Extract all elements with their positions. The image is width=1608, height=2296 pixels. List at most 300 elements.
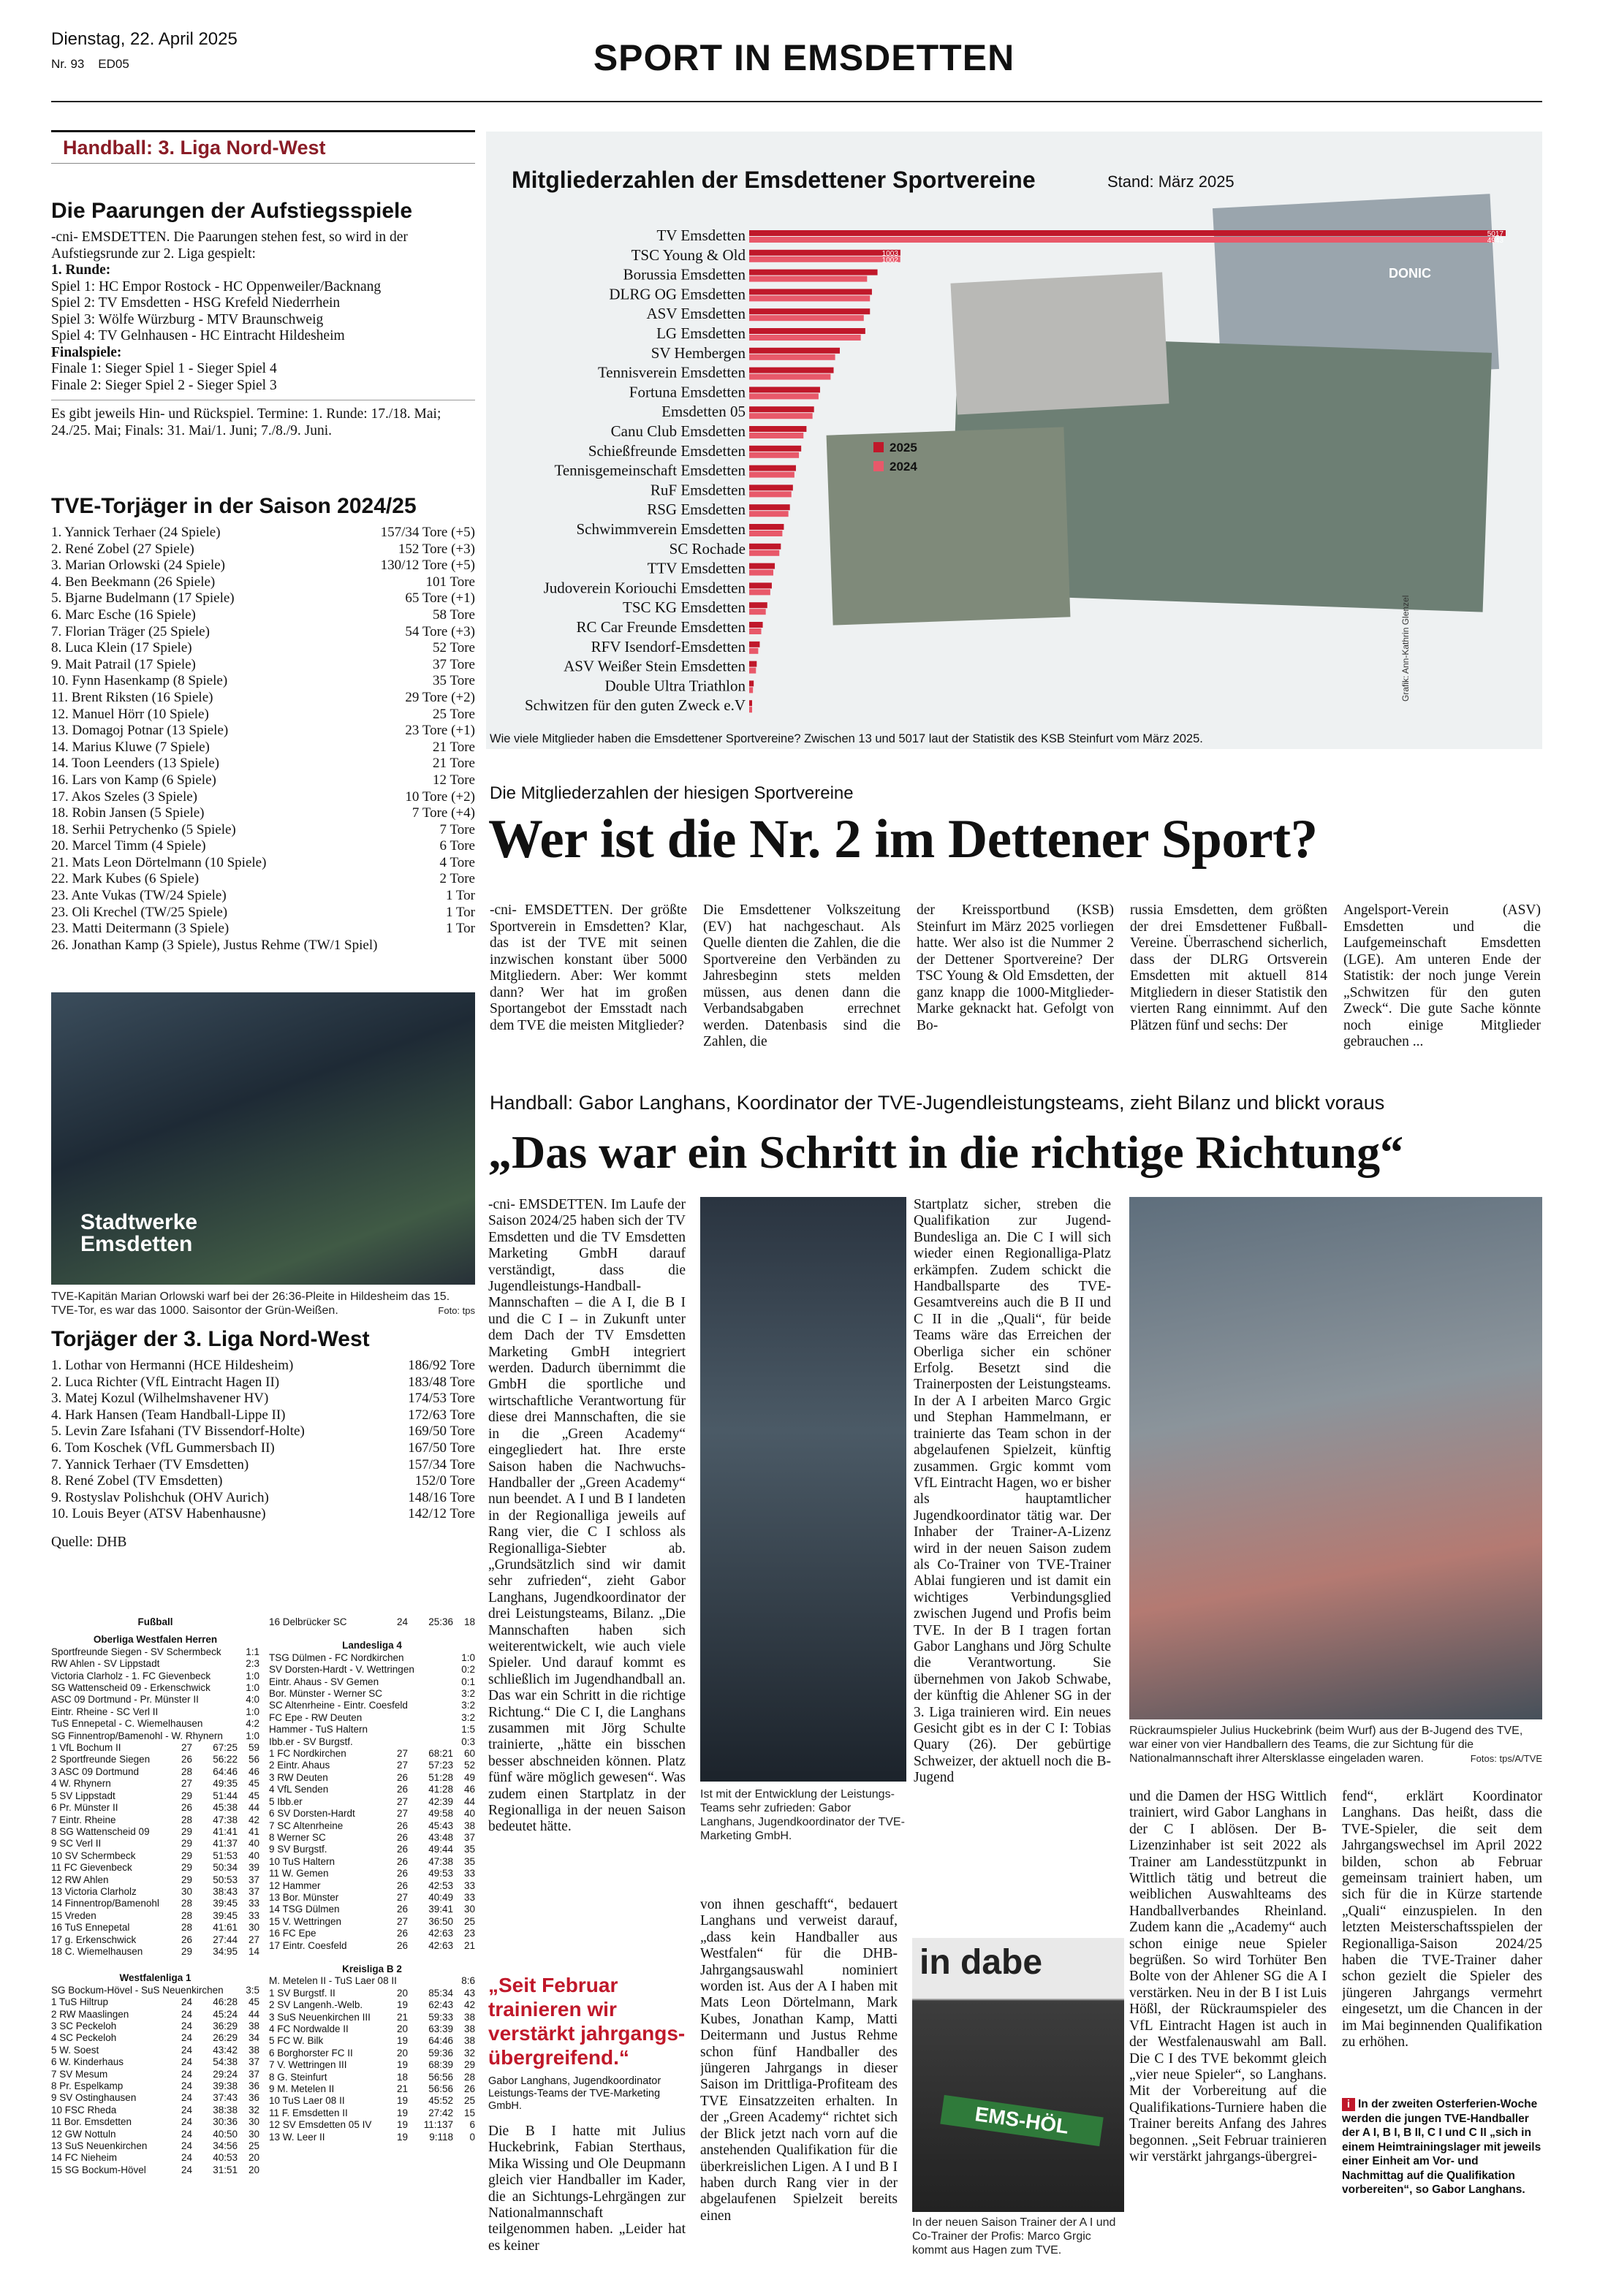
table-row	[51, 805, 475, 822]
chart-bar	[749, 276, 867, 282]
standings-games: 19	[396, 2107, 408, 2118]
standings-team: 8 Pr. Espelkamp	[51, 2080, 124, 2092]
chart-category-label: Schwimmverein Emsdetten	[576, 520, 746, 538]
standings-row	[51, 1910, 259, 1922]
scorer-goals: 12 Tore	[433, 772, 475, 788]
standings-games: 18	[396, 2071, 408, 2083]
chart-bar	[749, 668, 756, 674]
scorer-goals: 152 Tore (+3)	[398, 541, 475, 557]
table-row	[51, 1358, 475, 1375]
chart-caption: Wie viele Mitglieder haben die Emsdettener Sportvereine? Zwischen 13 und 5017 laut der Statistik des KSB Steinfurt vom März 2025.	[490, 732, 1203, 745]
photo-grgic	[912, 1938, 1124, 2212]
chart-legend-swatch	[873, 461, 884, 471]
standings-goals: 31:51	[213, 2164, 238, 2175]
standings-points: 45	[248, 1790, 259, 1801]
table-row	[51, 905, 475, 921]
table-row	[51, 558, 475, 574]
scorer-goals: 65 Tore (+1)	[405, 590, 475, 607]
standings-goals: 39:45	[213, 1898, 238, 1909]
article2-col-2-tail: von ihnen geschafft“, bedauert Langhans und verweist darauf, „dass kein Handballer aus Westfalen“ für die DHB-Jahrgangsauswahl nominiert worden ist. Aus der A I haben mit Mats Leon Dörtelmann, Mark Kubes, Jonathan Kamp, Matti Deitermann und Justus Rehme schon fünf Handballer des jüngeren Jahrgangs in dieser Saison im Drittliga-Profiteam des TVE Einsatzzeiten erhalten. In der „Green Academy“ richtet sich der Blick jetzt nach vorn auf die anstehenden Qualifikation für die überkreislichen Ligen. A I und B I haben durch Rang vier in der abgelaufenen Spielzeit bereits einen	[700, 1897, 898, 2224]
scorer-name: 14. Toon Leenders (13 Spiele)	[51, 756, 219, 772]
article1-col-4: russia Emsdetten, dem größten der drei Emsdettener Fußball-Vereine. Überraschend sicherlich, dass der DLRG Ortsverein Emsdetten mit aktuell 814 Mitgliedern in dieser Statistik den vierten Rang einnimmt. Auf den Plätzen fünf und sechs: Der	[1130, 902, 1327, 1033]
match-teams: FC Epe - RW Deuten	[269, 1711, 363, 1723]
standings-goals: 38:38	[213, 2104, 238, 2116]
standings-row	[51, 2164, 259, 2176]
scorer-name: 23. Matti Deitermann (3 Spiele)	[51, 921, 230, 937]
standings-goals: 56:22	[213, 1754, 238, 1765]
chart-category-label: TSC Young & Old	[631, 246, 746, 264]
table-row	[51, 740, 475, 756]
standings-points: 30	[463, 1904, 475, 1915]
standings-points: 21	[463, 1939, 475, 1951]
standings-games: 21	[396, 2083, 408, 2095]
photo3-caption-block	[1129, 1724, 1542, 1765]
scorer-name: 9. Mait Patrail (17 Spiele)	[51, 656, 196, 672]
standings-goals: 59:33	[428, 2011, 453, 2023]
standings-games: 24	[181, 2080, 192, 2092]
standings-team: 12 Hammer	[269, 1879, 321, 1891]
match-score: 1:0	[246, 1706, 259, 1717]
standings-points: 34	[248, 2032, 259, 2044]
scorer-goals: 54 Tore (+3)	[405, 623, 475, 639]
scorer-name: 2. Luca Richter (VfL Eintracht Hagen II)	[51, 1374, 280, 1390]
article1-col-2: Die Emsdettener Volkszeitung (EV) hat nachgeschaut. Als Quelle dienten die Zahlen, die die Sportvereine den Verbänden zu Jahresbeginn stets melden müssen, aus denen dann die Verbandsabgaben errechnet werden. Datenbasis sind die Zahlen, die	[703, 902, 900, 1049]
section-bar	[51, 130, 475, 164]
standings-row	[51, 1838, 259, 1850]
pull-quote-attribution: Gabor Langhans, Jugendkoordinator Leistungs-Teams der TVE-Marketing GmbH.	[488, 2075, 661, 2112]
standings-games: 24	[181, 1996, 192, 2008]
match-teams: TuS Ennepetal - C. Wiemelhausen	[51, 1718, 203, 1730]
photo-sign-donic: DONIC	[1389, 266, 1431, 281]
standings-row	[51, 1898, 259, 1909]
photo3-caption: Rückraumspieler Julius Huckebrink (beim Wurf) aus der B-Jugend des TVE, war einer von vier Handballern des Teams, die zur Sichtung für die Nationalmannschaft ihrer Altersklasse eingeladen waren.	[1129, 1725, 1523, 1765]
standings-team: 6 Pr. Münster II	[51, 1802, 118, 1814]
chart-bar	[749, 531, 782, 536]
chart-bar	[749, 472, 794, 478]
standings-points: 46	[463, 1784, 475, 1795]
standings-row	[51, 1996, 259, 2008]
standings-points: 30	[248, 2128, 259, 2140]
standings-goals: 43:48	[428, 1831, 453, 1843]
standings-team: 16 FC Epe	[269, 1928, 316, 1939]
standings-team: 10 FSC Rheda	[51, 2104, 117, 2116]
pairings-note: Es gibt jeweils Hin- und Rückspiel. Termine: 1. Runde: 17./18. Mai; 24./25. Mai; Finals: 31. Mai/1. Juni; 7./8./9. Juni.	[51, 406, 441, 438]
standings-points: 44	[248, 1802, 259, 1814]
table-row	[51, 855, 475, 872]
standings-team: 15 Vreden	[51, 1909, 96, 1921]
article1-headline: Wer ist die Nr. 2 im Dettener Sport?	[488, 809, 1318, 870]
standings-points: 45	[248, 1778, 259, 1790]
standings-row	[51, 2021, 259, 2032]
scorer-goals: 21 Tore	[433, 756, 475, 772]
chart-bar	[749, 328, 865, 334]
standings-points: 49	[463, 1771, 475, 1783]
scorer-name: 6. Tom Koschek (VfL Gummersbach II)	[51, 1440, 275, 1456]
scorer-goals: 23 Tore (+1)	[405, 723, 475, 739]
standings-games: 24	[181, 2128, 192, 2140]
chart-bar	[749, 511, 789, 517]
standings-goals: 40:50	[213, 2128, 238, 2140]
standings-goals: 64:46	[213, 1765, 238, 1777]
standings-row	[51, 1826, 259, 1838]
standings-goals: 27:42	[428, 2107, 453, 2118]
article1-col-3: der Kreissportbund (KSB) Steinfurt im März 2025 vorliegen hatte. Wer also ist die Nummer 2 der Dettener Sportvereine? Der TSC Young & Old Emsdetten, der ganz knapp die 1000-Mitglieder-Marke geknackt hat. Gefolgt von Bo-	[917, 902, 1114, 1033]
chart-bar	[749, 700, 752, 706]
standings-games: 24	[181, 2104, 192, 2116]
chart-bar	[749, 465, 796, 471]
league-scorers-table	[51, 1358, 475, 1523]
standings-points: 43	[463, 1987, 475, 1999]
standings-points: 25	[463, 2095, 475, 2107]
standings-team: 17 g. Erkenschwick	[51, 1934, 137, 1945]
standings-goals: 85:34	[428, 1987, 453, 1999]
result-match	[51, 1730, 259, 1742]
standings-row	[51, 1862, 259, 1874]
standings-team: 1 VfL Bochum II	[51, 1742, 121, 1754]
chart-category-label: Schießfreunde Emsdetten	[588, 441, 746, 460]
match-teams: ASC 09 Dortmund - Pr. Münster II	[51, 1694, 199, 1706]
article2-col-5: fend“, erklärt Koordinator Langhans. Das heißt, dass die TVE-Spieler, die seit dem Jahrgangswechsel im April 2022 bilden, schon ab Februar gemeinsam trainiert haben, um sich für die in Kürze startende „Quali“ einzuspielen. In den letzten Meisterschaftsspielen der Regionalliga-Saison 2024/25 haben die TVE-Trainer daher schon gezielt die Spieler des jüngeren Jahrgangs vermehrt eingesetzt, um die Chancen in der im Mai beginnenden Qualifikation zu erhöhen.	[1342, 1789, 1542, 2050]
standings-points: 33	[248, 1909, 259, 1921]
standings-games: 27	[396, 1748, 408, 1760]
results-league-landesliga: Landesliga 4	[342, 1640, 402, 1651]
header-rule	[51, 101, 1542, 102]
standings-goals: 34:56	[213, 2140, 238, 2152]
chart-svg	[486, 132, 1542, 749]
table-row	[51, 756, 475, 772]
standings-team: 4 W. Rhynern	[51, 1778, 111, 1790]
standings-games: 27	[396, 1891, 408, 1903]
result-match	[51, 1646, 259, 1658]
tve-scorers-block	[51, 494, 475, 954]
standings-games: 27	[396, 1915, 408, 1927]
standings-games: 21	[396, 2011, 408, 2023]
standings-points: 20	[248, 2164, 259, 2175]
standings-games: 24	[181, 2164, 192, 2175]
chart-category-label: ASV Weißer Stein Emsdetten	[564, 657, 746, 675]
table-row	[51, 723, 475, 740]
standings-points: 38	[463, 2011, 475, 2023]
result-match	[269, 1712, 475, 1724]
standings-games: 19	[396, 2035, 408, 2047]
standings-goals: 49:53	[428, 1868, 453, 1879]
standings-games: 24	[181, 2140, 192, 2152]
standings-row	[51, 2056, 259, 2068]
standings-games: 24	[181, 2152, 192, 2164]
match-score: 4:2	[246, 1718, 259, 1730]
standings-points: 56	[248, 1754, 259, 1765]
result-match	[51, 1694, 259, 1706]
standings-row	[51, 1850, 259, 1862]
photo-orlowski	[51, 992, 475, 1285]
match-score: 2:3	[246, 1658, 259, 1670]
result-match	[269, 1664, 475, 1676]
standings-points: 25	[248, 2140, 259, 2152]
chart-category-label: LG Emsdetten	[656, 324, 746, 342]
chart-bar	[749, 230, 1506, 236]
standings-team: 12 GW Nottuln	[51, 2128, 116, 2140]
standings-points: 60	[463, 1748, 475, 1760]
scorer-name: 18. Robin Jansen (5 Spiele)	[51, 805, 205, 821]
standings-games: 26	[396, 1904, 408, 1915]
info-text: In der zweiten Osterferien-Woche werden die jungen TVE-Handballer der A I, B I, B II, C I und C II „sich in einem Heimtrainingslager mit jeweils einer Einheit am Vor- und Nachmittag auf die Qualifikation vorbereiten“, so Gabor Langhans.	[1342, 2098, 1541, 2196]
standings-team: 13 W. Leer II	[269, 2131, 325, 2143]
standings-goals: 67:25	[213, 1742, 238, 1754]
table-row	[51, 822, 475, 839]
standings-goals: 49:35	[213, 1778, 238, 1790]
scorer-goals: 58 Tore	[433, 607, 475, 623]
scorer-name: 7. Yannick Terhaer (TV Emsdetten)	[51, 1456, 249, 1472]
standings-goals: 49:44	[428, 1844, 453, 1855]
table-row	[51, 1407, 475, 1424]
standings-team: 14 FC Nieheim	[51, 2152, 118, 2164]
standings-games: 20	[396, 1987, 408, 1999]
standings-goals: 25:36	[428, 1616, 453, 1627]
pull-quote-text: „Seit Februar trainieren wir verstärkt jahrgangs-übergreifend.“	[488, 1974, 686, 2069]
table-row	[51, 789, 475, 806]
standings-row	[51, 2092, 259, 2104]
standings-goals: 56:56	[428, 2071, 453, 2083]
standings-team: 10 SV Schermbeck	[51, 1850, 136, 1861]
standings-games: 26	[396, 1844, 408, 1855]
chart-bar	[749, 602, 767, 608]
standings-games: 19	[396, 2131, 408, 2143]
standings-points: 0	[469, 2131, 475, 2143]
standings-games: 26	[181, 1934, 192, 1945]
match-score: 4:0	[246, 1694, 259, 1706]
standings-games: 19	[396, 2059, 408, 2071]
table-row	[51, 624, 475, 641]
standings-games: 26	[396, 1820, 408, 1831]
standings-team: 5 W. Soest	[51, 2044, 99, 2056]
standings-points: 36	[248, 2092, 259, 2104]
chart-category-label: Emsdetten 05	[661, 403, 746, 421]
standings-goals: 36:29	[213, 2021, 238, 2031]
standings-points: 32	[463, 2047, 475, 2059]
scorer-goals: 35 Tore	[433, 673, 475, 689]
chart-bar	[749, 491, 792, 497]
standings-games: 20	[396, 2023, 408, 2034]
chart-bar	[749, 622, 763, 628]
results-league-kreisliga: Kreisliga B 2	[342, 1963, 402, 1974]
standings-team: 2 RW Maaslingen	[51, 2008, 129, 2020]
chart-category-label: Tennisgemeinschaft Emsdetten	[554, 461, 746, 479]
standings-row	[269, 2059, 475, 2071]
standings-row	[269, 1856, 475, 1868]
league-scorers-source: Quelle: DHB	[51, 1534, 127, 1550]
scorer-name: 22. Mark Kubes (6 Spiele)	[51, 871, 200, 887]
standings-games: 24	[181, 2008, 192, 2020]
standings-points: 20	[248, 2152, 259, 2164]
standings-row	[51, 2069, 259, 2080]
standings-games: 27	[181, 1778, 192, 1790]
standings-goals: 56:56	[428, 2083, 453, 2095]
standings-points: 33	[463, 1868, 475, 1879]
chart-category-label: TV Emsdetten	[656, 227, 746, 244]
scorer-name: 3. Matej Kozul (Wilhelmshavener HV)	[51, 1391, 269, 1407]
match-score: 1:5	[461, 1724, 475, 1736]
scorer-name: 5. Levin Zare Isfahani (TV Bissendorf-Holte)	[51, 1423, 305, 1440]
chart-bar	[749, 368, 834, 373]
standings-points: 26	[463, 2083, 475, 2095]
photo1-credit: Foto: tps	[438, 1305, 475, 1316]
scorer-goals: 7 Tore	[439, 821, 475, 837]
standings-goals: 34:95	[213, 1945, 238, 1957]
scorer-name: 8. René Zobel (TV Emsdetten)	[51, 1473, 223, 1489]
standings-goals: 40:49	[428, 1891, 453, 1903]
standings-team: 5 Ibb.er	[269, 1795, 303, 1807]
standings-goals: 39:45	[213, 1909, 238, 1921]
pairings-line: Finale 1: Sieger Spiel 1 - Sieger Spiel 4	[51, 361, 277, 376]
standings-team: 4 FC Nordwalde II	[269, 2023, 349, 2034]
standings-points: 44	[463, 1795, 475, 1807]
chart-bar	[749, 661, 756, 667]
article2-col-4: und die Damen der HSG Wittlich trainiert, wird Gabor Langhans in der C I ablösen. Der B-Lizenzinhaber ist seit 2022 als Trainer am Landesstützpunkt in Wittlich tätig und betreut die weiblichen Auswahlteams des Handballverbandes Rheinland. Zudem kann die „Academy“ auch schon einige neue Spieler begrüßen. So wird Torhüter Ben Bolte von der Ahlener SG die A I verstärken. Neu in der B I ist Luis Hößl, der Rückraumspieler des VfL Eintracht Hagen ist auch in der Westfalenauswahl am Ball. Die C I des TVE bekommt gleich „vier neue Spieler“, so Langhans. Mit der Vorbereitung auf die Qualifikations-Turniere haben die Trainer bereits Anfang des Jahres begonnen. „Seit Februar trainieren wir verstärkt jahrgangs-übergrei-	[1129, 1789, 1327, 2164]
standings-goals: 41:28	[428, 1784, 453, 1795]
standings-team: 12 SV Emsdetten 05 IV	[269, 2119, 372, 2131]
standings-goals: 45:38	[213, 1802, 238, 1814]
standings-points: 44	[248, 2008, 259, 2020]
photo-langhans	[700, 1197, 906, 1782]
article2-headline: „Das war ein Schritt in die richtige Richtung“	[488, 1126, 1404, 1178]
standings-team: 3 SC Peckeloh	[51, 2021, 117, 2031]
scorer-name: 5. Bjarne Budelmann (17 Spiele)	[51, 590, 235, 607]
match-teams: Bor. Münster - Werner SC	[269, 1688, 383, 1700]
standings-row	[269, 1916, 475, 1928]
standings-points: 42	[463, 1999, 475, 2011]
chart-bar	[749, 687, 753, 693]
chart-bar	[749, 648, 758, 654]
scorer-goals: 2 Tore	[439, 871, 475, 887]
standings-points: 46	[248, 1765, 259, 1777]
chart-data-label: 5017	[1487, 230, 1503, 238]
standings-goals: 63:39	[428, 2023, 453, 2034]
chart-bar	[749, 374, 830, 380]
table-row	[51, 871, 475, 888]
match-score: 0:1	[461, 1676, 475, 1687]
scorer-goals: 37 Tore	[433, 656, 475, 672]
standings-team: 13 SuS Neuenkirchen	[51, 2140, 148, 2152]
standings-points: 25	[463, 1915, 475, 1927]
standings-team: 11 Bor. Emsdetten	[51, 2116, 132, 2128]
match-score: 1:0	[246, 1670, 259, 1681]
scorer-goals: 172/63 Tore	[408, 1407, 475, 1423]
chart-data-label: 1002	[881, 256, 898, 265]
scorer-goals: 52 Tore	[433, 640, 475, 656]
chart-category-label: RC Car Freunde Emsdetten	[576, 618, 746, 636]
info-icon: i	[1342, 2098, 1355, 2111]
scorer-goals: 1 Tor	[445, 888, 475, 904]
standings-goals: 51:44	[213, 1790, 238, 1801]
standings-team: 5 FC W. Bilk	[269, 2035, 324, 2047]
standings-games: 29	[181, 1874, 192, 1885]
result-match	[51, 1658, 259, 1670]
standings-row	[51, 1874, 259, 1886]
standings-row	[269, 1820, 475, 1832]
standings-team: 3 RW Deuten	[269, 1771, 328, 1783]
chart-bar	[749, 406, 814, 412]
standings-games: 26	[396, 1831, 408, 1843]
pairings-line: Spiel 3: Wölfe Würzburg - MTV Braunschweig	[51, 311, 324, 327]
standings-games: 27	[396, 1760, 408, 1771]
standings-points: 38	[248, 2044, 259, 2056]
match-score: 1:1	[246, 1646, 259, 1657]
match-score: 3:5	[246, 1984, 259, 1996]
standings-team: 6 Borghorster FC II	[269, 2047, 353, 2059]
standings-team: 2 Eintr. Ahaus	[269, 1760, 330, 1771]
standings-team: 13 Victoria Clarholz	[51, 1885, 137, 1897]
scorer-name: 14. Marius Kluwe (7 Spiele)	[51, 739, 210, 755]
chart-bar	[749, 315, 864, 321]
match-teams: M. Metelen II - TuS Laer 08 II	[269, 1975, 397, 1987]
chart-category-label: Double Ultra Triathlon	[604, 677, 746, 695]
standings-points: 29	[463, 2059, 475, 2071]
scorer-goals: 186/92 Tore	[408, 1358, 475, 1373]
table-row	[51, 1375, 475, 1391]
standings-points: 40	[248, 1838, 259, 1850]
photo4-sign: in dabe	[919, 1943, 1043, 1982]
scorer-goals: 167/50 Tore	[408, 1440, 475, 1456]
scorer-name: 13. Domagoj Potnar (13 Spiele)	[51, 723, 229, 739]
chart-category-label: RFV Isendorf-Emsdetten	[591, 637, 746, 655]
standings-team: 9 SC Verl II	[51, 1838, 102, 1850]
table-row	[51, 607, 475, 624]
standings-row	[269, 2132, 475, 2143]
standings-goals: 68:39	[428, 2059, 453, 2071]
standings-row	[269, 1904, 475, 1915]
standings-games: 24	[181, 2056, 192, 2068]
standings-row	[269, 1784, 475, 1795]
scorer-name: 8. Luca Klein (17 Spiele)	[51, 640, 192, 656]
standings-row	[51, 1814, 259, 1826]
chart-bar	[749, 393, 819, 399]
standings-goals: 43:42	[213, 2044, 238, 2056]
table-row	[51, 772, 475, 789]
table-row	[51, 541, 475, 558]
standings-games: 27	[396, 1808, 408, 1820]
standings-games: 24	[181, 2092, 192, 2104]
standings-row	[269, 1832, 475, 1844]
chart-data-label: 4943	[1487, 237, 1503, 245]
standings-team: 4 VfL Senden	[269, 1784, 329, 1795]
pairings-lines	[51, 229, 475, 394]
standings-points: 39	[248, 1862, 259, 1874]
standings-team: 1 TuS Hiltrup	[51, 1996, 109, 2008]
chart-title: Mitgliederzahlen der Emsdettener Sportvereine	[512, 167, 1036, 193]
match-teams: TSG Dülmen - FC Nordkirchen	[269, 1651, 404, 1663]
match-score: 0:3	[461, 1736, 475, 1747]
pairings-line: Spiel 2: TV Emsdetten - HSG Krefeld Niederrhein	[51, 295, 341, 311]
scorer-name: 1. Yannick Terhaer (24 Spiele)	[51, 525, 221, 540]
match-score: 3:2	[461, 1711, 475, 1723]
standings-goals: 29:24	[213, 2068, 238, 2080]
scorer-goals: 4 Tore	[439, 854, 475, 870]
standings-games: 19	[396, 2095, 408, 2107]
match-score: 1:0	[246, 1730, 259, 1741]
chart-bar	[749, 446, 801, 452]
photo-huckebrink	[1129, 1197, 1542, 1719]
scorer-name: 17. Akos Szeles (3 Spiele)	[51, 788, 198, 805]
article1-col-1: -cni- EMSDETTEN. Der größte Sportverein in Emsdetten? Klar, das ist der TVE mit seinen inzwischen konstant über 5000 Mitgliedern. Aber: Wer kommt dann? Wer hat im großen Sportangebot der Emsstadt nach dem TVE die meisten Mitglieder?	[490, 902, 687, 1033]
standings-team: 7 SC Altenrheine	[269, 1820, 344, 1831]
standings-row	[269, 2095, 475, 2107]
standings-team: 18 C. Wiemelhausen	[51, 1945, 143, 1957]
standings-row	[51, 2105, 259, 2116]
standings-points: 52	[463, 1760, 475, 1771]
chart-category-label: ASV Emsdetten	[646, 305, 746, 323]
scorer-name: 10. Louis Beyer (ATSV Habenhausne)	[51, 1506, 266, 1522]
standings-games: 29	[181, 1862, 192, 1874]
